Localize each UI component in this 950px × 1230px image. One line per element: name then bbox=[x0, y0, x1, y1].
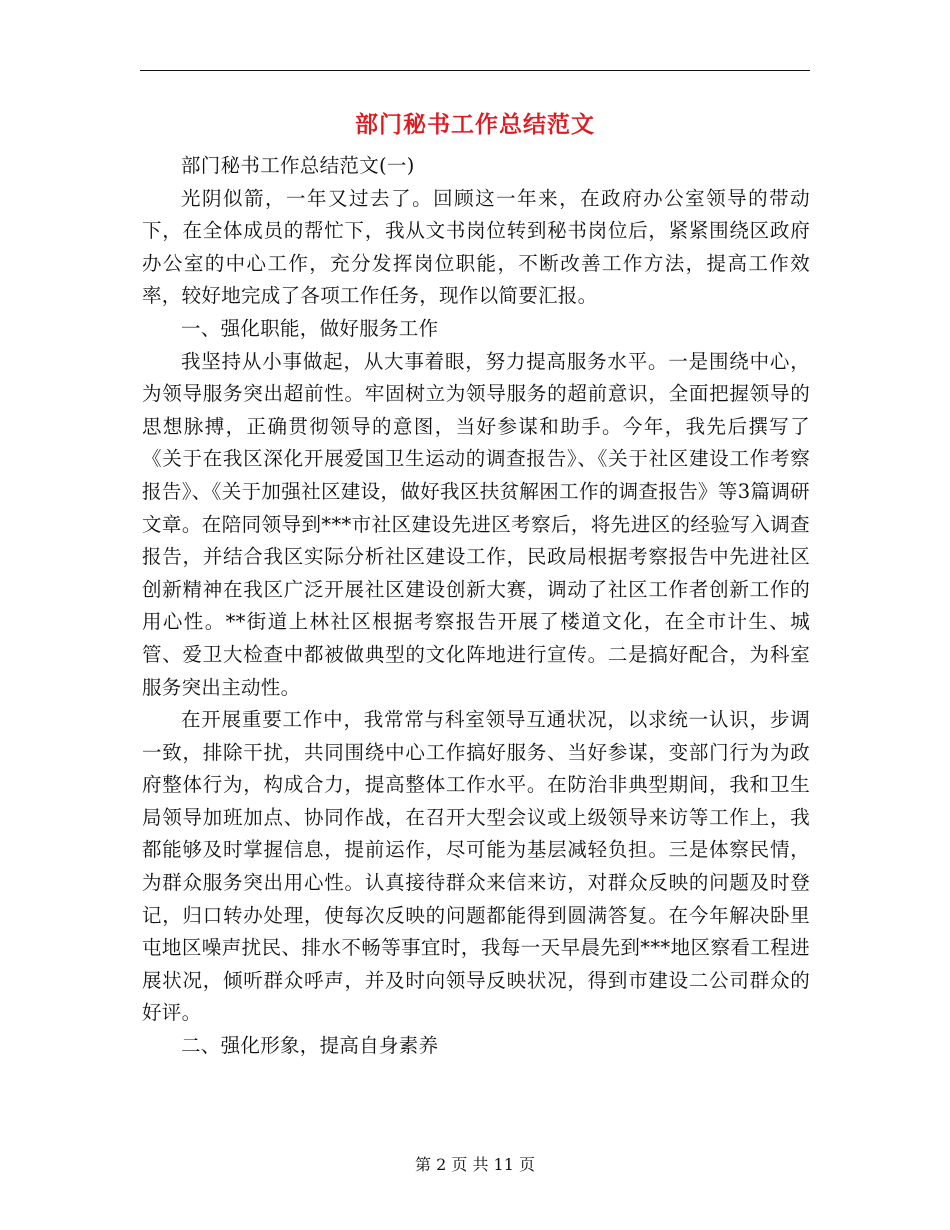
section-heading-2: 二、强化形象，提高自身素养 bbox=[181, 1034, 439, 1058]
section-heading-1: 一、强化职能，做好服务工作 bbox=[181, 316, 439, 340]
intro-paragraph: 光阴似箭，一年又过去了。回顾这一年来，在政府办公室领导的带动下，在全体成员的帮忙下，我从文书岗位转到秘书岗位后，紧紧围绕区政府办公室的中心工作，充分发挥岗位职能，不断改善工作方法，提高工作效率，较好地完成了各项工作任务，现作以简要汇报。 bbox=[142, 186, 810, 308]
subtitle-paragraph: 部门秘书工作总结范文(一) bbox=[181, 154, 415, 177]
body-paragraph: 我坚持从小事做起，从大事着眼，努力提高服务水平。一是围绕中心，为领导服务突出超前性。牢固树立为领导服务的超前意识，全面把握领导的思想脉搏，正确贯彻领导的意图，当好参谋和助手。今年，我先后撰写了《关于在我区深化开展爱国卫生运动的调查报告》、《关于社区建设工作考察报告》、《关于加强社区建设，做好我区扶贫解困工作的调查报告》等3篇调研文章。在陪同领导到***市社区建设先进区考察后，将先进区的经验写入调查报告，并结合我区实际分析社区建设工作，民政局根据考察报告中先进社区创新精神在我区广泛开展社区建设创新大赛，调动了社区工作者创新工作的用心性。**街道上林社区根据考察报告开展了楼道文化，在全市计生、城管、爱卫大检查中都被做典型的文化阵地进行宣传。二是搞好配合，为科室服务突出主动性。 bbox=[142, 349, 810, 699]
document-body bbox=[142, 150, 810, 1063]
header-rule bbox=[140, 70, 810, 71]
body-paragraph: 在开展重要工作中，我常常与科室领导互通状况，以求统一认识，步调一致，排除干扰，共同围绕中心工作搞好服务、当好参谋，变部门行为为政府整体行为，构成合力，提高整体工作水平。在防治非典型期间，我和卫生局领导加班加点、协同作战，在召开大型会议或上级领导来访等工作上，我都能够及时掌握信息，提前运作，尽可能为基层减轻负担。三是体察民情，为群众服务突出用心性。认真接待群众来信来访，对群众反映的问题及时登记，归口转办处理，使每次反映的问题都能得到圆满答复。在今年解决卧里屯地区噪声扰民、排水不畅等事宜时，我每一天早晨先到***地区察看工程进展状况，倾听群众呼声，并及时向领导反映状况，得到市建设二公司群众的好评。 bbox=[142, 708, 810, 1025]
document-title: 部门秘书工作总结范文 bbox=[355, 112, 595, 138]
page-footer: 第 2 页 共 11 页 bbox=[415, 1155, 535, 1174]
